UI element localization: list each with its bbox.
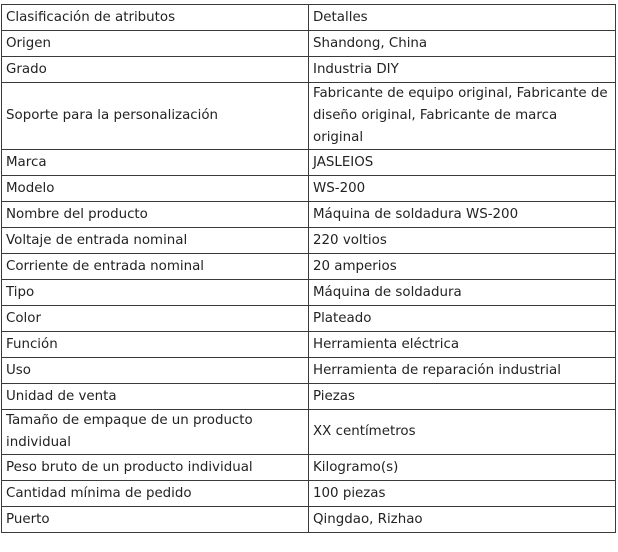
table-row — [2, 83, 616, 150]
attribute-cell: Unidad de venta — [2, 384, 309, 410]
attribute-cell: Marca — [2, 150, 309, 176]
attribute-cell: Origen — [2, 31, 309, 57]
detail-cell: Kilogramo(s) — [309, 455, 616, 481]
detail-cell: Máquina de soldadura — [309, 280, 616, 306]
detail-cell: Industria DIY — [309, 57, 616, 83]
table-row — [2, 150, 616, 176]
attribute-cell: Nombre del producto — [2, 202, 309, 228]
attribute-cell: Tipo — [2, 280, 309, 306]
detail-cell: Qingdao, Rizhao — [309, 507, 616, 533]
table-row — [2, 358, 616, 384]
attribute-cell: Color — [2, 306, 309, 332]
table-row — [2, 254, 616, 280]
table-row — [2, 507, 616, 533]
detail-cell: XX centímetros — [309, 410, 616, 455]
detail-cell: Plateado — [309, 306, 616, 332]
attribute-cell: Función — [2, 332, 309, 358]
detail-cell: WS-200 — [309, 176, 616, 202]
attribute-column-header: Clasificación de atributos — [2, 5, 309, 31]
table-header-row — [2, 5, 616, 31]
attribute-cell: Puerto — [2, 507, 309, 533]
detail-cell: Herramienta eléctrica — [309, 332, 616, 358]
detail-cell: 100 piezas — [309, 481, 616, 507]
table-row — [2, 384, 616, 410]
detail-cell: Shandong, China — [309, 31, 616, 57]
table-row — [2, 176, 616, 202]
attribute-cell: Voltaje de entrada nominal — [2, 228, 309, 254]
table-row — [2, 306, 616, 332]
detail-cell: 220 voltios — [309, 228, 616, 254]
table-row — [2, 332, 616, 358]
table-row — [2, 228, 616, 254]
attributes-table — [1, 4, 616, 533]
attribute-cell: Modelo — [2, 176, 309, 202]
attribute-cell: Uso — [2, 358, 309, 384]
table-row — [2, 57, 616, 83]
table-row — [2, 481, 616, 507]
detail-cell: 20 amperios — [309, 254, 616, 280]
detail-cell: Máquina de soldadura WS-200 — [309, 202, 616, 228]
table-row — [2, 410, 616, 455]
table-row — [2, 455, 616, 481]
attribute-cell: Peso bruto de un producto individual — [2, 455, 309, 481]
attribute-cell: Soporte para la personalización — [2, 83, 309, 150]
detail-cell: Piezas — [309, 384, 616, 410]
details-column-header: Detalles — [309, 5, 616, 31]
table-row — [2, 31, 616, 57]
detail-cell: Fabricante de equipo original, Fabricante de diseño original, Fabricante de marca original — [309, 83, 616, 150]
detail-cell: Herramienta de reparación industrial — [309, 358, 616, 384]
attribute-cell: Tamaño de empaque de un producto individual — [2, 410, 309, 455]
attribute-cell: Cantidad mínima de pedido — [2, 481, 309, 507]
table-row — [2, 202, 616, 228]
attribute-cell: Grado — [2, 57, 309, 83]
detail-cell: JASLEIOS — [309, 150, 616, 176]
attribute-cell: Corriente de entrada nominal — [2, 254, 309, 280]
table-row — [2, 280, 616, 306]
